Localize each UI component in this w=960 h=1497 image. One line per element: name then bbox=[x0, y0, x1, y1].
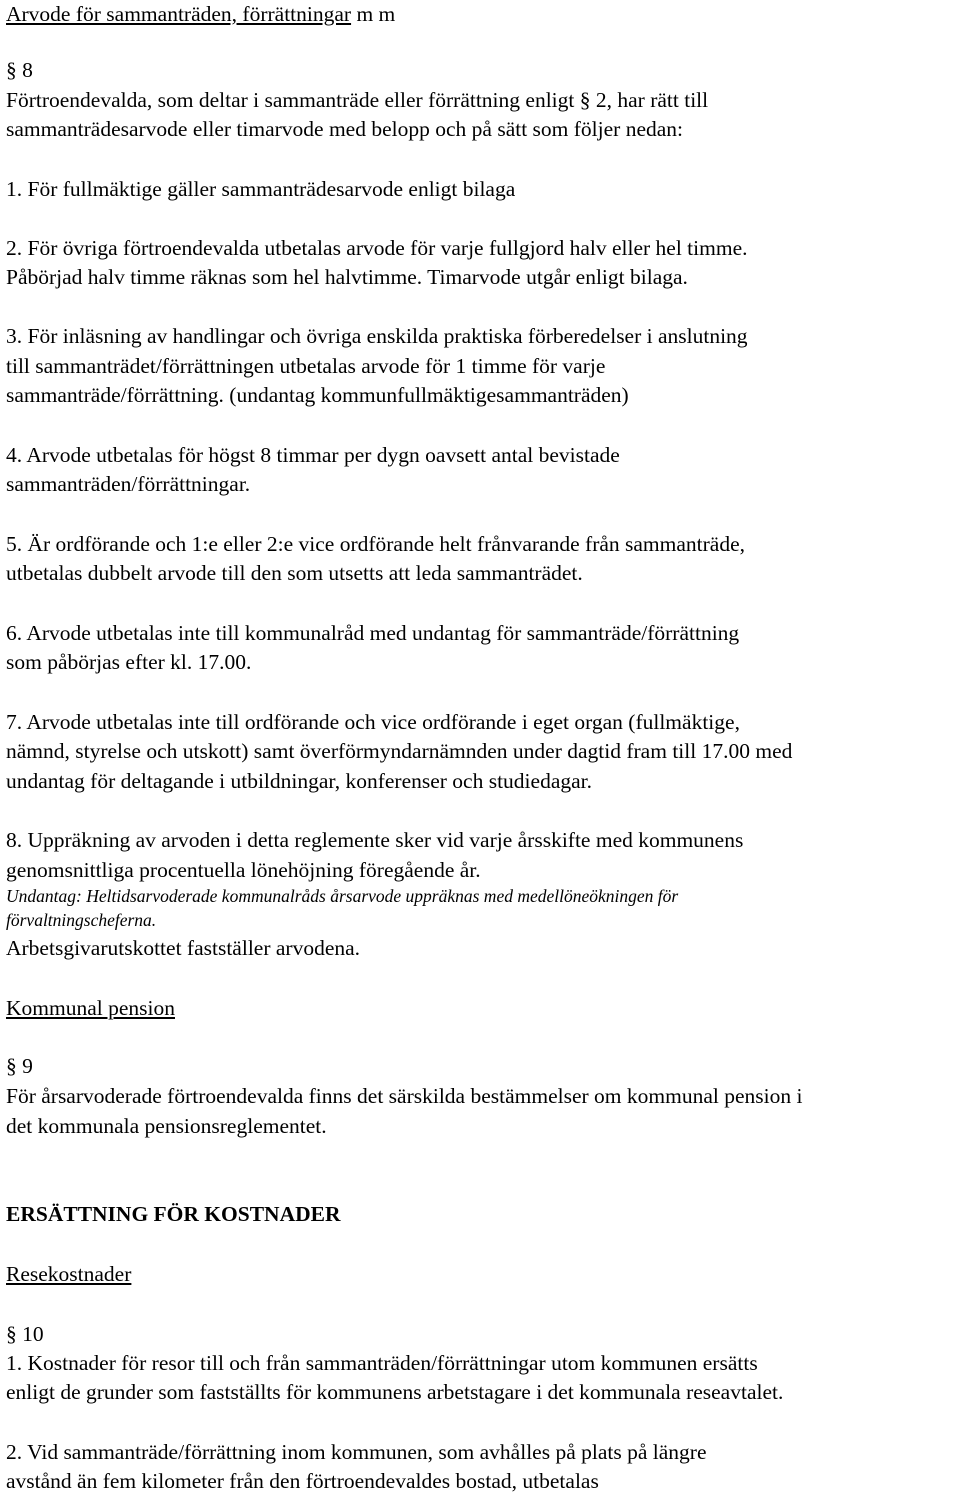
exception-note-line-2: förvaltningscheferna. bbox=[6, 910, 157, 930]
employer-committee-statement: Arbetsgivarutskottet fastställer arvodena. bbox=[6, 936, 361, 960]
item-7-line-1: 7. Arvode utbetalas inte till ordförande och vice ordförande i eget organ (fullmäktige, bbox=[6, 710, 740, 734]
section-heading-pension: Kommunal pension bbox=[6, 996, 175, 1020]
item-3-line-2: till sammanträdet/förrättningen utbetalas arvode för 1 timme för varje bbox=[6, 354, 606, 378]
item-2-line-1: 2. För övriga förtroendevalda utbetalas arvode för varje fullgjord halv eller hel timme. bbox=[6, 236, 748, 260]
item-7-line-3: undantag för deltagande i utbildningar, konferenser och studiedagar. bbox=[6, 769, 593, 793]
sec9-text-line-2: det kommunala pensionsreglementet. bbox=[6, 1114, 327, 1138]
heading-arvode-suffix: m m bbox=[351, 2, 396, 26]
item-8-line-1: 8. Uppräkning av arvoden i detta reglemente sker vid varje årsskifte med kommunens bbox=[6, 828, 744, 852]
item-2-line-2: Påbörjad halv timme räknas som hel halvtimme. Timarvode utgår enligt bilaga. bbox=[6, 265, 688, 289]
section-heading-arvode bbox=[6, 0, 395, 30]
sec8-intro-line-1: Förtroendevalda, som deltar i sammanträde eller förrättning enligt § 2, har rätt till bbox=[6, 88, 709, 112]
item-8-line-2: genomsnittliga procentuella lönehöjning föregående år. bbox=[6, 858, 481, 882]
sec10-item-2-line-2: avstånd än fem kilometer från den förtroendevaldes bostad, utbetalas bbox=[6, 1469, 599, 1493]
item-3-line-3: sammanträde/förrättning. (undantag kommunfullmäktigesammanträden) bbox=[6, 383, 629, 407]
exception-note-line-1: Undantag: Heltidsarvoderade kommunalråds årsarvode uppräknas med medellöneökningen för bbox=[6, 886, 679, 906]
section-number-10: § 10 bbox=[6, 1322, 44, 1346]
item-5-line-2: utbetalas dubbelt arvode till den som utsetts att leda sammanträdet. bbox=[6, 561, 583, 585]
section-heading-travel: Resekostnader bbox=[6, 1262, 132, 1286]
heading-arvode-underlined: Arvode för sammanträden, förrättningar bbox=[6, 2, 352, 26]
sec10-item-1-line-2: enligt de grunder som fastställts för kommunens arbetstagare i det kommunala reseavtalet. bbox=[6, 1380, 784, 1404]
sec8-intro-line-2: sammanträdesarvode eller timarvode med belopp och på sätt som följer nedan: bbox=[6, 117, 684, 141]
item-4-line-2: sammanträden/förrättningar. bbox=[6, 472, 251, 496]
item-3-line-1: 3. För inläsning av handlingar och övriga enskilda praktiska förberedelser i anslutning bbox=[6, 324, 748, 348]
section-number-8: § 8 bbox=[6, 58, 33, 82]
item-7-line-2: nämnd, styrelse och utskott) samt överförmyndarnämnden under dagtid fram till 17.00 med bbox=[6, 739, 793, 763]
item-4-line-1: 4. Arvode utbetalas för högst 8 timmar per dygn oavsett antal bevistade bbox=[6, 443, 620, 467]
sec10-item-1-line-1: 1. Kostnader för resor till och från sammanträden/förrättningar utom kommunen ersätts bbox=[6, 1351, 758, 1375]
sec9-text-line-1: För årsarvoderade förtroendevalda finns det särskilda bestämmelser om kommunal pension i bbox=[6, 1084, 803, 1108]
sec10-item-2-line-1: 2. Vid sammanträde/förrättning inom kommunen, som avhålles på plats på längre bbox=[6, 1440, 707, 1464]
section-heading-costs: ERSÄTTNING FÖR KOSTNADER bbox=[6, 1202, 341, 1226]
item-6-line-2: som påbörjas efter kl. 17.00. bbox=[6, 650, 252, 674]
section-number-9: § 9 bbox=[6, 1054, 33, 1078]
item-5-line-1: 5. Är ordförande och 1:e eller 2:e vice ordförande helt frånvarande från sammanträde, bbox=[6, 532, 746, 556]
item-6-line-1: 6. Arvode utbetalas inte till kommunalråd med undantag för sammanträde/förrättning bbox=[6, 621, 740, 645]
item-1-line-1: 1. För fullmäktige gäller sammanträdesarvode enligt bilaga bbox=[6, 177, 516, 201]
